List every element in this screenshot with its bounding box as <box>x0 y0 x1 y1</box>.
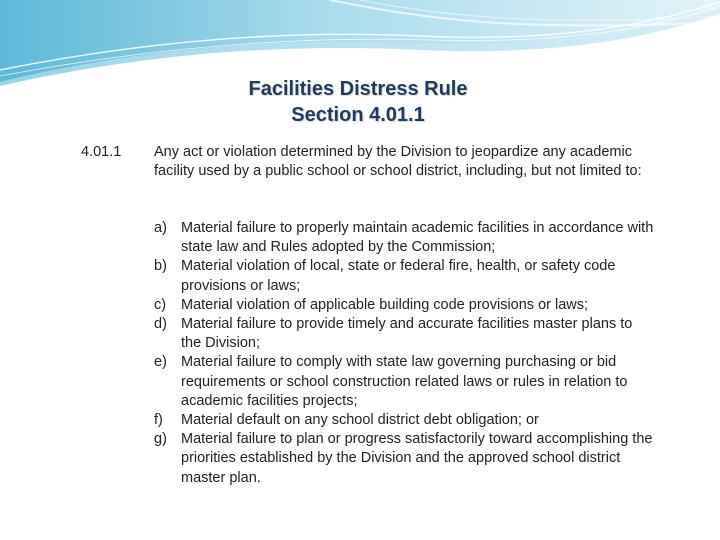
list-item <box>154 257 654 295</box>
slide-title-line-2: Section 4.01.1 <box>291 104 425 126</box>
list-item-marker: a) <box>154 220 167 236</box>
list-item-text: Material violation of local, state or federal fire, health, or safety code provisions or laws; <box>181 258 616 294</box>
slide-title-line-1: Facilities Distress Rule <box>248 78 468 100</box>
list-item-marker: d) <box>154 316 167 333</box>
criteria-list <box>154 219 654 488</box>
list-item <box>154 219 654 257</box>
list-item-marker: e) <box>154 354 167 371</box>
list-item-text: Material default on any school district debt obligation; or <box>181 412 539 429</box>
section-number: 4.01.1 <box>81 144 122 160</box>
list-item-text: Material failure to plan or progress satisfactorily toward accomplishing the priorities established by the Division and the approved school district master plan. <box>181 431 653 486</box>
list-item <box>154 315 654 353</box>
list-item-marker: c) <box>154 296 167 313</box>
list-item-text: Material failure to provide timely and accurate facilities master plans to the Division; <box>181 316 633 352</box>
list-item <box>154 430 654 488</box>
list-item-marker: g) <box>154 431 167 448</box>
list-item-text: Material failure to comply with state law governing purchasing or bid requirements or school construction related laws or rules in relation to academic facilities projects; <box>181 354 628 409</box>
slide-title <box>0 76 716 128</box>
list-item-marker: b) <box>154 258 167 275</box>
rule-intro-text: Any act or violation determined by the Division to jeopardize any academic facility used by a public school or school district, including, but not limited to: <box>154 144 642 180</box>
list-item-text: Material violation of applicable building code provisions or laws; <box>181 296 589 313</box>
list-item-marker: f) <box>154 412 163 429</box>
list-item <box>154 296 654 315</box>
list-item <box>154 411 654 430</box>
list-item-text: Material failure to properly maintain academic facilities in accordance with state law and Rules adopted by the Commission; <box>181 220 654 256</box>
list-item <box>154 353 654 411</box>
